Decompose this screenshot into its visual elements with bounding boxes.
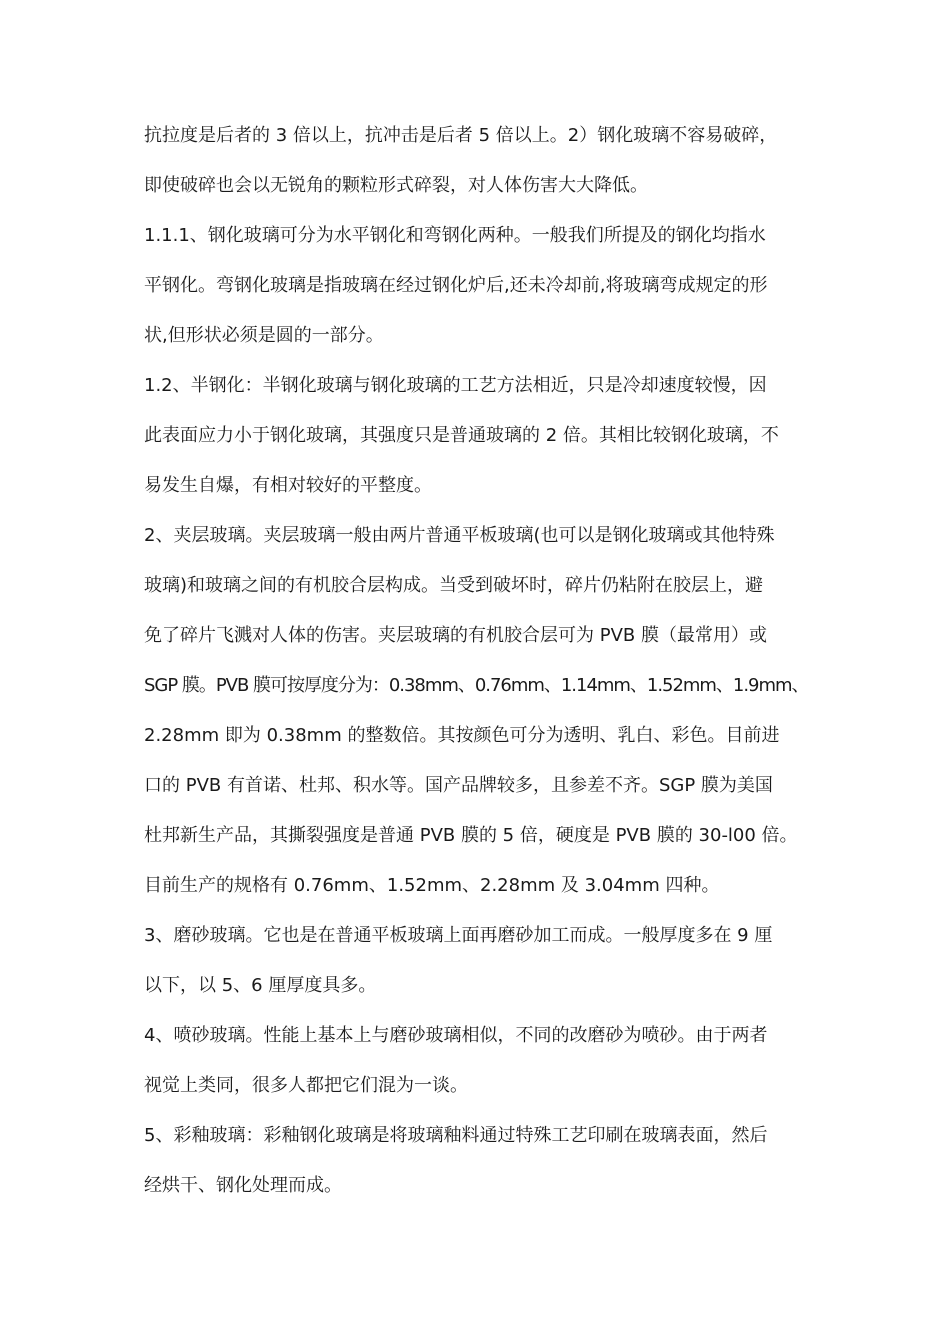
text-line: 视觉上类同，很多人都把它们混为一谈。 xyxy=(144,1075,468,1096)
text-line: 口的 PVB 有首诺、杜邦、积水等。国产品牌较多，且参差不齐。SGP 膜为美国 xyxy=(144,775,773,796)
text-line: 2、夹层玻璃。夹层玻璃一般由两片普通平板玻璃(也可以是钢化玻璃或其他特殊 xyxy=(144,525,775,546)
text-line: 即使破碎也会以无锐角的颗粒形式碎裂，对人体伤害大大降低。 xyxy=(144,175,648,196)
text-line: 3、磨砂玻璃。它也是在普通平板玻璃上面再磨砂加工而成。一般厚度多在 9 厘 xyxy=(144,925,773,946)
text-line: 以下，以 5、6 厘厚度具多。 xyxy=(144,975,377,996)
text-line: 免了碎片飞溅对人体的伤害。夹层玻璃的有机胶合层可为 PVB 膜（最常用）或 xyxy=(144,625,767,646)
text-line: 平钢化。弯钢化玻璃是指玻璃在经过钢化炉后,还未冷却前,将玻璃弯成规定的形 xyxy=(144,275,768,296)
text-line: 状,但形状必须是圆的一部分。 xyxy=(144,325,384,346)
text-line: 2.28mm 即为 0.38mm 的整数倍。其按颜色可分为透明、乳白、彩色。目前进 xyxy=(144,725,780,746)
text-line: 杜邦新生产品，其撕裂强度是普通 PVB 膜的 5 倍，硬度是 PVB 膜的 30-l00 倍。 xyxy=(144,825,798,846)
text-line: 5、彩釉玻璃：彩釉钢化玻璃是将玻璃釉料通过特殊工艺印刷在玻璃表面，然后 xyxy=(144,1125,768,1146)
text-line: 1.2、半钢化：半钢化玻璃与钢化玻璃的工艺方法相近，只是冷却速度较慢，因 xyxy=(144,375,767,396)
text-line: 4、喷砂玻璃。性能上基本上与磨砂玻璃相似，不同的改磨砂为喷砂。由于两者 xyxy=(144,1025,768,1046)
text-line: 目前生产的规格有 0.76mm、1.52mm、2.28mm 及 3.04mm 四种。 xyxy=(144,875,720,896)
text-line: 易发生自爆，有相对较好的平整度。 xyxy=(144,475,432,496)
text-line: SGP 膜。PVB 膜可按厚度分为：0.38mm、0.76mm、1.14mm、1.52mm、1.9mm、 xyxy=(144,675,809,696)
text-line: 此表面应力小于钢化玻璃，其强度只是普通玻璃的 2 倍。其相比较钢化玻璃，不 xyxy=(144,425,779,446)
text-line: 玻璃)和玻璃之间的有机胶合层构成。当受到破坏时，碎片仍粘附在胶层上，避 xyxy=(144,575,764,596)
text-line: 抗拉度是后者的 3 倍以上，抗冲击是后者 5 倍以上。2）钢化玻璃不容易破碎， xyxy=(144,125,778,146)
document-body xyxy=(144,118,808,1218)
text-line: 1.1.1、钢化玻璃可分为水平钢化和弯钢化两种。一般我们所提及的钢化均指水 xyxy=(144,225,766,246)
text-line: 经烘干、钢化处理而成。 xyxy=(144,1175,342,1196)
